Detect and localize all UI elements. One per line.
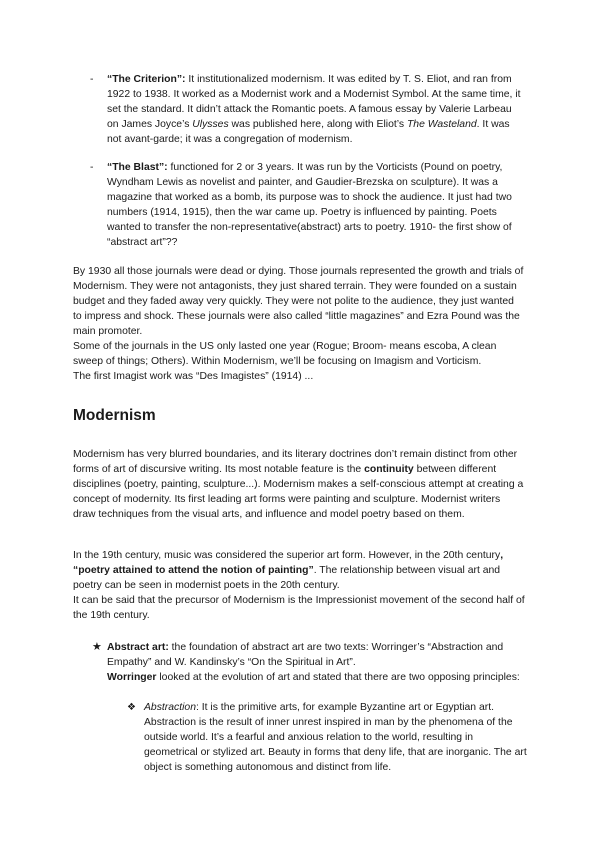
journals-line-3: The first Imagist work was “Des Imagistes” (1914) ...: [73, 371, 314, 382]
abstract-art-body: [107, 640, 527, 685]
abstract-art-title: Abstract art:: [107, 642, 169, 653]
criterion-text-3: . It was not avant-garde; it was a congregation of modernism.: [107, 119, 510, 145]
abstract-art-text: the foundation of abstract art are two texts: Worringer’s “Abstraction and Empathy” and W. Kandinsky’s “On the Spiritual in Art”.: [107, 642, 504, 668]
abstraction-body: [144, 700, 527, 775]
modernism-paragraph-1: [73, 447, 525, 522]
journals-line-2: Some of the journals in the US only lasted one year (Rogue; Broom- means escoba, A clean sweep of things; Others). Within Modernism, we’ll be focusing on Imagism and Vorticism.: [73, 341, 497, 367]
abstract-art-line: [107, 640, 527, 670]
criterion-text-1: It institutionalized modernism. It was edited by T. S. Eliot, and ran from 1922 to 1938. It worked as a Modernist work and a Modernist Symbol. At the same time, it set the standard. It didn’t attack the Romantic poets. A famous essay by Valerie Larbeau on James Joyce’s: [107, 74, 521, 130]
abstraction-text: : It is the primitive arts, for example Byzantine art or Egyptian art. Abstraction is the result of inner unrest inspired in man by the phenomena of the outside world. It’s a fearful and anxious relation to the world, resulting in geometrical or stylized art. Beauty in forms that deny life, that are inorganic. The art object is something autonomous and distinct from life.: [144, 702, 527, 773]
mod2-text-1: In the 19th century, music was considered the superior art form. However, in the 20th century: [73, 550, 501, 561]
worringer-bold: Worringer: [107, 672, 157, 683]
abstract-art-item: [92, 640, 527, 685]
diamond-bullet-icon: ❖: [127, 702, 136, 713]
worringer-line: [107, 670, 527, 685]
bullet-blast-text: [107, 160, 524, 250]
modernism-paragraph-2: [73, 548, 525, 623]
continuity-bold: continuity: [364, 464, 414, 475]
mod2-line-2: It can be said that the precursor of Modernism is the Impressionist movement of the second half of the 19th century.: [73, 595, 525, 621]
blast-title: “The Blast”:: [107, 162, 168, 173]
bullet-criterion-text: [107, 72, 524, 147]
blast-text: functioned for 2 or 3 years. It was run by the Vorticists (Pound on poetry, Wyndham Lewis as novelist and painter, and Gaudier-Brezska on sculpture). It was a magazine that worked as a bomb, its purpose was to shock the audience. It just had two numbers (1914, 1915), then the war came up. Poetry is influenced by painting. Poets wanted to transfer the non-representative(abstract) arts to poetry. 1910- the first show of “abstract art”??: [107, 162, 512, 248]
mod2-main: [73, 548, 525, 593]
dash-marker: -: [90, 74, 94, 85]
criterion-title: “The Criterion”:: [107, 74, 186, 85]
wasteland-title: The Wasteland: [406, 119, 477, 130]
abstraction-title: Abstraction: [144, 702, 196, 713]
criterion-text-2: was published here, along with Eliot’s: [228, 119, 407, 130]
mod1-text-1: Modernism has very blurred boundaries, and its literary doctrines don’t remain distinct from other forms of art of discursive writing. Its most notable feature is the: [73, 449, 518, 475]
abstraction-item: [127, 700, 527, 775]
poetry-quote-bold: , “poetry attained to attend the notion of painting”: [73, 550, 504, 576]
ulysses-title: Ulysses: [192, 119, 229, 130]
bullet-criterion: [92, 72, 524, 147]
worringer-text: looked at the evolution of art and stated that there are two opposing principles:: [156, 672, 520, 683]
bullet-blast: [92, 160, 524, 250]
journals-line-1: By 1930 all those journals were dead or dying. Those journals represented the growth and trials of Modernism. They were not antagonists, they just shared terrain. They were founded on a sustain budget and they faded away very quickly. They were not polite to the audience, they just wanted to impress and shock. These journals were also called “little magazines” and Ezra Pound was the main promoter.: [73, 266, 524, 337]
mod2-text-2: . The relationship between visual art and poetry can be seen in modernist poets in the 20th century.: [73, 565, 501, 591]
star-icon: ★: [92, 641, 102, 653]
journals-paragraph: [73, 264, 525, 384]
mod1-text-2: between different disciplines (poetry, painting, sculpture...). Modernism makes a self-conscious attempt at creating a concept of modernity. Its first leading art forms were painting and sculpture. Modernist writers draw techniques from the visual arts, and influence and model poetry based on them.: [73, 464, 524, 520]
dash-marker: -: [90, 162, 94, 173]
section-heading: Modernism: [73, 407, 156, 424]
